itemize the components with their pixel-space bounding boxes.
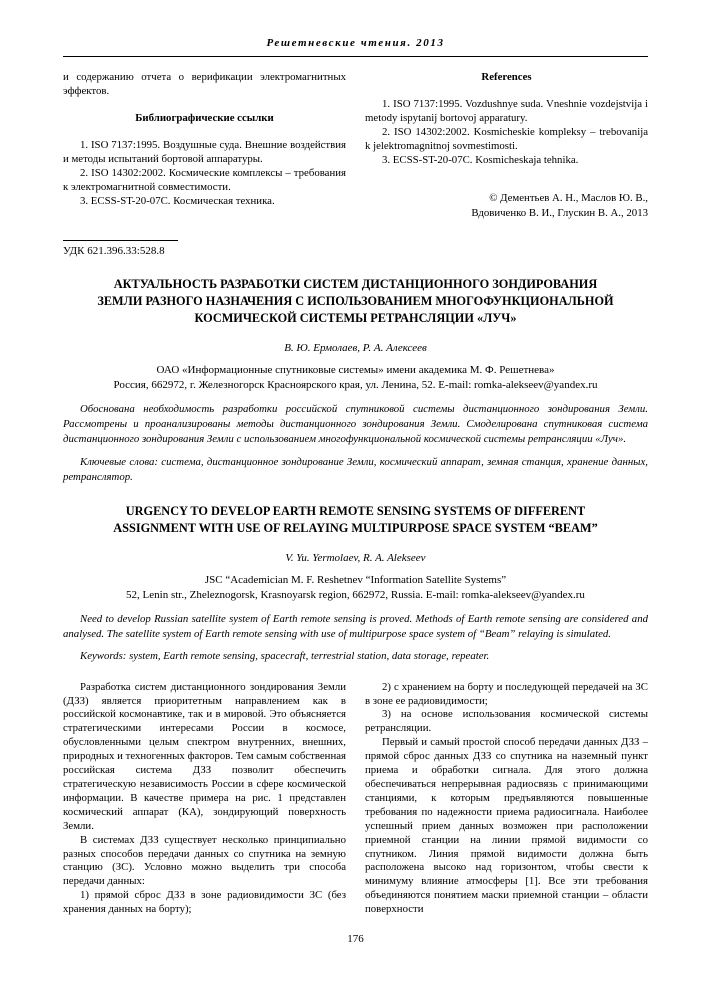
body-paragraph: 1) прямой сброс ДЗЗ в зоне радиовидимости ЗС (без хранения данных на борту); bbox=[63, 889, 346, 916]
reference-item: 3. ECSS-ST-20-07C. Kosmicheskaja tehnika. bbox=[382, 154, 579, 166]
affiliation-en-line: 52, Lenin str., Zheleznogorsk, Krasnoyarsk region, 662972, Russia. E-mail: romka-alekseev@yandex.ru bbox=[126, 588, 585, 601]
affiliation-ru-line: Россия, 662972, г. Железногорск Красноярского края, ул. Ленина, 52. E-mail: romka-alekseev@yandex.ru bbox=[113, 378, 598, 391]
top-section bbox=[63, 70, 648, 220]
abstract-en: Need to develop Russian satellite system of Earth remote sensing is proved. Methods of Earth remote sensing are considered and analysed. The satellite system of Earth remote sensing with use of multipurpose space system of “Beam” relaying is simulated. bbox=[63, 613, 648, 641]
body-paragraph: 3) на основе использования космической системы ретрансляции. bbox=[365, 708, 648, 735]
reference-item: 2. ISO 14302:2002. Kosmicheskie kompleksy – trebovanija k jelektromagnitnoj sovmestimosti. bbox=[365, 126, 648, 152]
affiliation-ru-line: ОАО «Информационные спутниковые системы» имени академика М. Ф. Решетнева» bbox=[156, 364, 555, 376]
copyright-notice bbox=[365, 191, 648, 220]
body-section bbox=[63, 681, 648, 917]
page-number: 176 bbox=[347, 933, 364, 946]
article-title-ru bbox=[63, 276, 648, 327]
reference-item: 1. ISO 7137:1995. Vozdushnye suda. Vneshnie vozdejstvija i metody ispytanij bortovoj apparatury. bbox=[365, 98, 648, 124]
keywords-en: Keywords: system, Earth remote sensing, spacecraft, terrestrial station, data storage, repeater. bbox=[80, 650, 490, 663]
header-rule bbox=[63, 56, 648, 57]
bibliography-item: 1. ISO 7137:1995. Воздушные суда. Внешние воздействия и методы испытаний бортовой аппаратуры. bbox=[63, 139, 346, 165]
article-title-ru-line: АКТУАЛЬНОСТЬ РАЗРАБОТКИ СИСТЕМ ДИСТАНЦИОННОГО ЗОНДИРОВАНИЯ bbox=[113, 277, 598, 291]
bibliography-item: 2. ISO 14302:2002. Космические комплексы – требования к электромагнитной совместимости. bbox=[63, 167, 346, 193]
article-title-en-line: ASSIGNMENT WITH USE OF RELAYING MULTIPURPOSE SPACE SYSTEM “BEAM” bbox=[113, 521, 598, 536]
top-right-column bbox=[365, 70, 648, 220]
body-paragraph: 2) с хранением на борту и последующей передачей на ЗС в зоне ее радиовидимости; bbox=[365, 680, 648, 707]
body-paragraph: Разработка систем дистанционного зондирования Земли (ДЗЗ) является приоритетным направлением как в российской космонавтике, так и в мировой. Это объясняется стратегическими интересами России в космосе, обусловленными целым спектром внутренних, внешних, природных и техногенных факторов. Тем самым собственная российская система ДЗЗ позволит обеспечить стратегическую независимость России в сфере космической информации. В качестве примера на рис. 1 представлен космический аппарат (КА), зондирующий поверхность Земли. bbox=[63, 680, 346, 832]
article-title-en bbox=[63, 503, 648, 537]
keywords-ru: Ключевые слова: система, дистанционное зондирование Земли, космический аппарат, земная станция, хранение данных, ретранслятор. bbox=[63, 455, 648, 483]
authors-ru: В. Ю. Ермолаев, Р. А. Алексеев bbox=[284, 342, 427, 354]
authors-en: V. Yu. Yermolaev, R. A. Alekseev bbox=[285, 552, 426, 565]
body-paragraph: Первый и самый простой способ передачи данных ДЗЗ – прямой сброс данных ДЗЗ со спутника на наземный пункт приема и обработки сигнала. Для этого должна обеспечиваться непрерывная радиосвязь с принимающими станциями, к которым предъявляются повышенные требования по надежности приема радиосигнала. Наиболее успешный прием данных возможен при расположении приемной станции на линии прямой видимости со спутником. Линия прямой видимости должна быть расположена высоко над горизонтом, чтобы свести к минимуму влияние атмосферы [1]. Все эти требования объединяются понятием маски приемной станции – области поверхности bbox=[365, 736, 648, 916]
copyright-line: © Дементьев А. Н., Маслов Ю. В., bbox=[489, 192, 648, 204]
body-right-column bbox=[365, 681, 648, 917]
bibliography-item: 3. ECSS-ST-20-07C. Космическая техника. bbox=[80, 195, 275, 207]
continuation-text: и содержанию отчета о верификации электромагнитных эффектов. bbox=[63, 71, 346, 97]
body-left-column bbox=[63, 681, 346, 917]
affiliation-en-line: JSC “Academician M. F. Reshetnev “Information Satellite Systems” bbox=[204, 574, 507, 587]
top-left-column bbox=[63, 70, 346, 220]
udc-number: УДК 621.396.33:528.8 bbox=[63, 245, 165, 257]
copyright-line: Вдовиченко В. И., Глускин В. А., 2013 bbox=[471, 206, 648, 219]
article-title-en-line: URGENCY TO DEVELOP EARTH REMOTE SENSING SYSTEMS OF DIFFERENT bbox=[125, 504, 586, 519]
article-title-ru-line: ЗЕМЛИ РАЗНОГО НАЗНАЧЕНИЯ С ИСПОЛЬЗОВАНИЕМ МНОГОФУНКЦИОНАЛЬНОЙ bbox=[97, 294, 614, 308]
running-title: Решетневские чтения. 2013 bbox=[266, 37, 445, 49]
affiliation-ru bbox=[63, 363, 648, 392]
body-paragraph: В системах ДЗЗ существует несколько принципиально разных способов передачи данных со спутника на земную станцию (ЗС). Условно можно выделить три способа передачи данных: bbox=[63, 833, 346, 888]
affiliation-en bbox=[63, 573, 648, 602]
abstract-ru: Обоснована необходимость разработки российской спутниковой системы дистанционного зондирования Земли. Рассмотрены и проанализированы методы дистанционного зондирования Земли. Смоделирована спутниковая система дистанционного зондирования Земли с использованием многофункциональной космической системы ретрансляции «Луч». bbox=[63, 403, 648, 446]
references-heading: References bbox=[481, 71, 532, 83]
article-title-ru-line: КОСМИЧЕСКОЙ СИСТЕМЫ РЕТРАНСЛЯЦИИ «ЛУЧ» bbox=[194, 311, 517, 325]
udc-separator-rule bbox=[63, 240, 178, 241]
bibliography-heading: Библиографические ссылки bbox=[135, 112, 274, 124]
